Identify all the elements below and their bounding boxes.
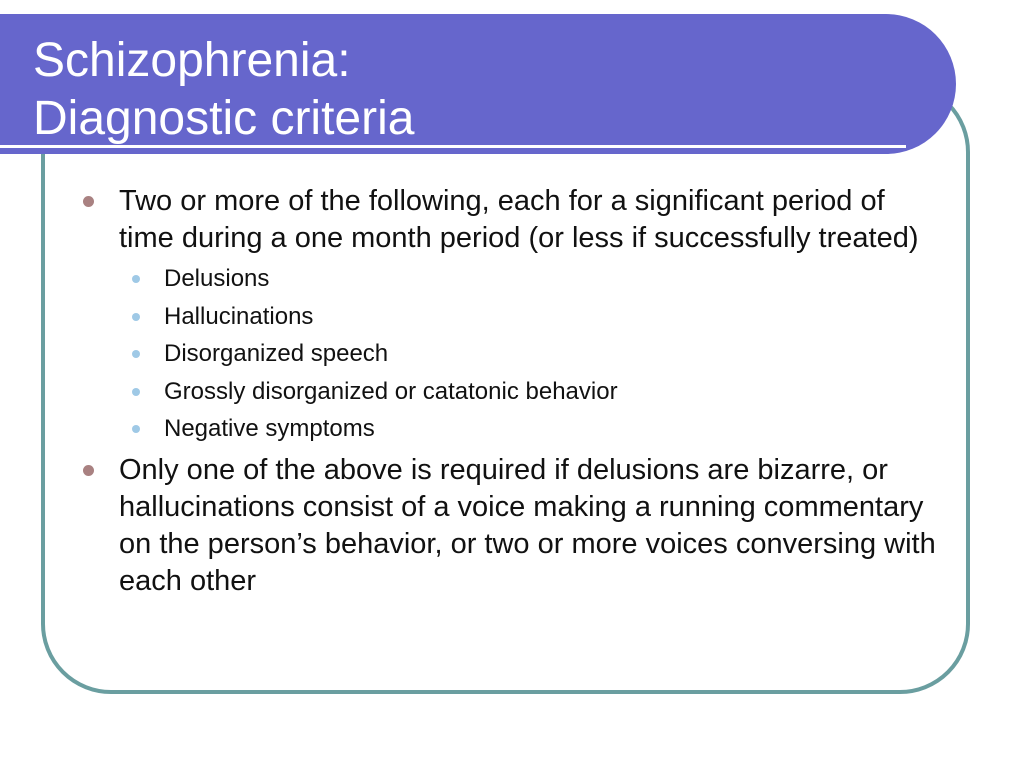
sub-bullet-text: Hallucinations (164, 302, 314, 330)
sub-bullet-item (83, 260, 943, 298)
bullet-item-1 (83, 183, 943, 257)
bullet-item-2 (83, 452, 943, 600)
sub-bullet-item (83, 373, 943, 411)
sub-bullet-item (83, 410, 943, 448)
sub-bullet-item (83, 335, 943, 373)
slide-body (83, 183, 943, 600)
bullet-dot-icon (83, 196, 94, 207)
title-banner (0, 14, 956, 154)
sub-bullet-dot-icon (132, 388, 140, 396)
bullet-text: Two or more of the following, each for a significant period of time during a one month period (or less if successfully treated) (119, 185, 919, 254)
sub-bullet-text: Disorganized speech (164, 340, 389, 367)
title-underline (0, 145, 906, 148)
sub-bullet-dot-icon (132, 275, 140, 283)
sub-bullet-dot-icon (132, 313, 140, 321)
bullet-text: Only one of the above is required if delusions are bizarre, or hallucinations consist of a voice making a running commentary on the person’s behavior, or two or more voices conversing with each other (119, 453, 936, 597)
sub-bullet-text: Delusions (164, 265, 270, 292)
title-line-2: Diagnostic criteria (33, 92, 415, 145)
sub-bullet-list (83, 260, 943, 448)
sub-bullet-dot-icon (132, 425, 140, 433)
slide-title (33, 32, 414, 148)
bullet-dot-icon (83, 465, 94, 476)
sub-bullet-text: Negative symptoms (164, 415, 375, 442)
sub-bullet-item (83, 298, 943, 336)
title-line-1: Schizophrenia: (33, 34, 351, 87)
sub-bullet-dot-icon (132, 350, 140, 358)
sub-bullet-text: Grossly disorganized or catatonic behavior (164, 377, 618, 405)
